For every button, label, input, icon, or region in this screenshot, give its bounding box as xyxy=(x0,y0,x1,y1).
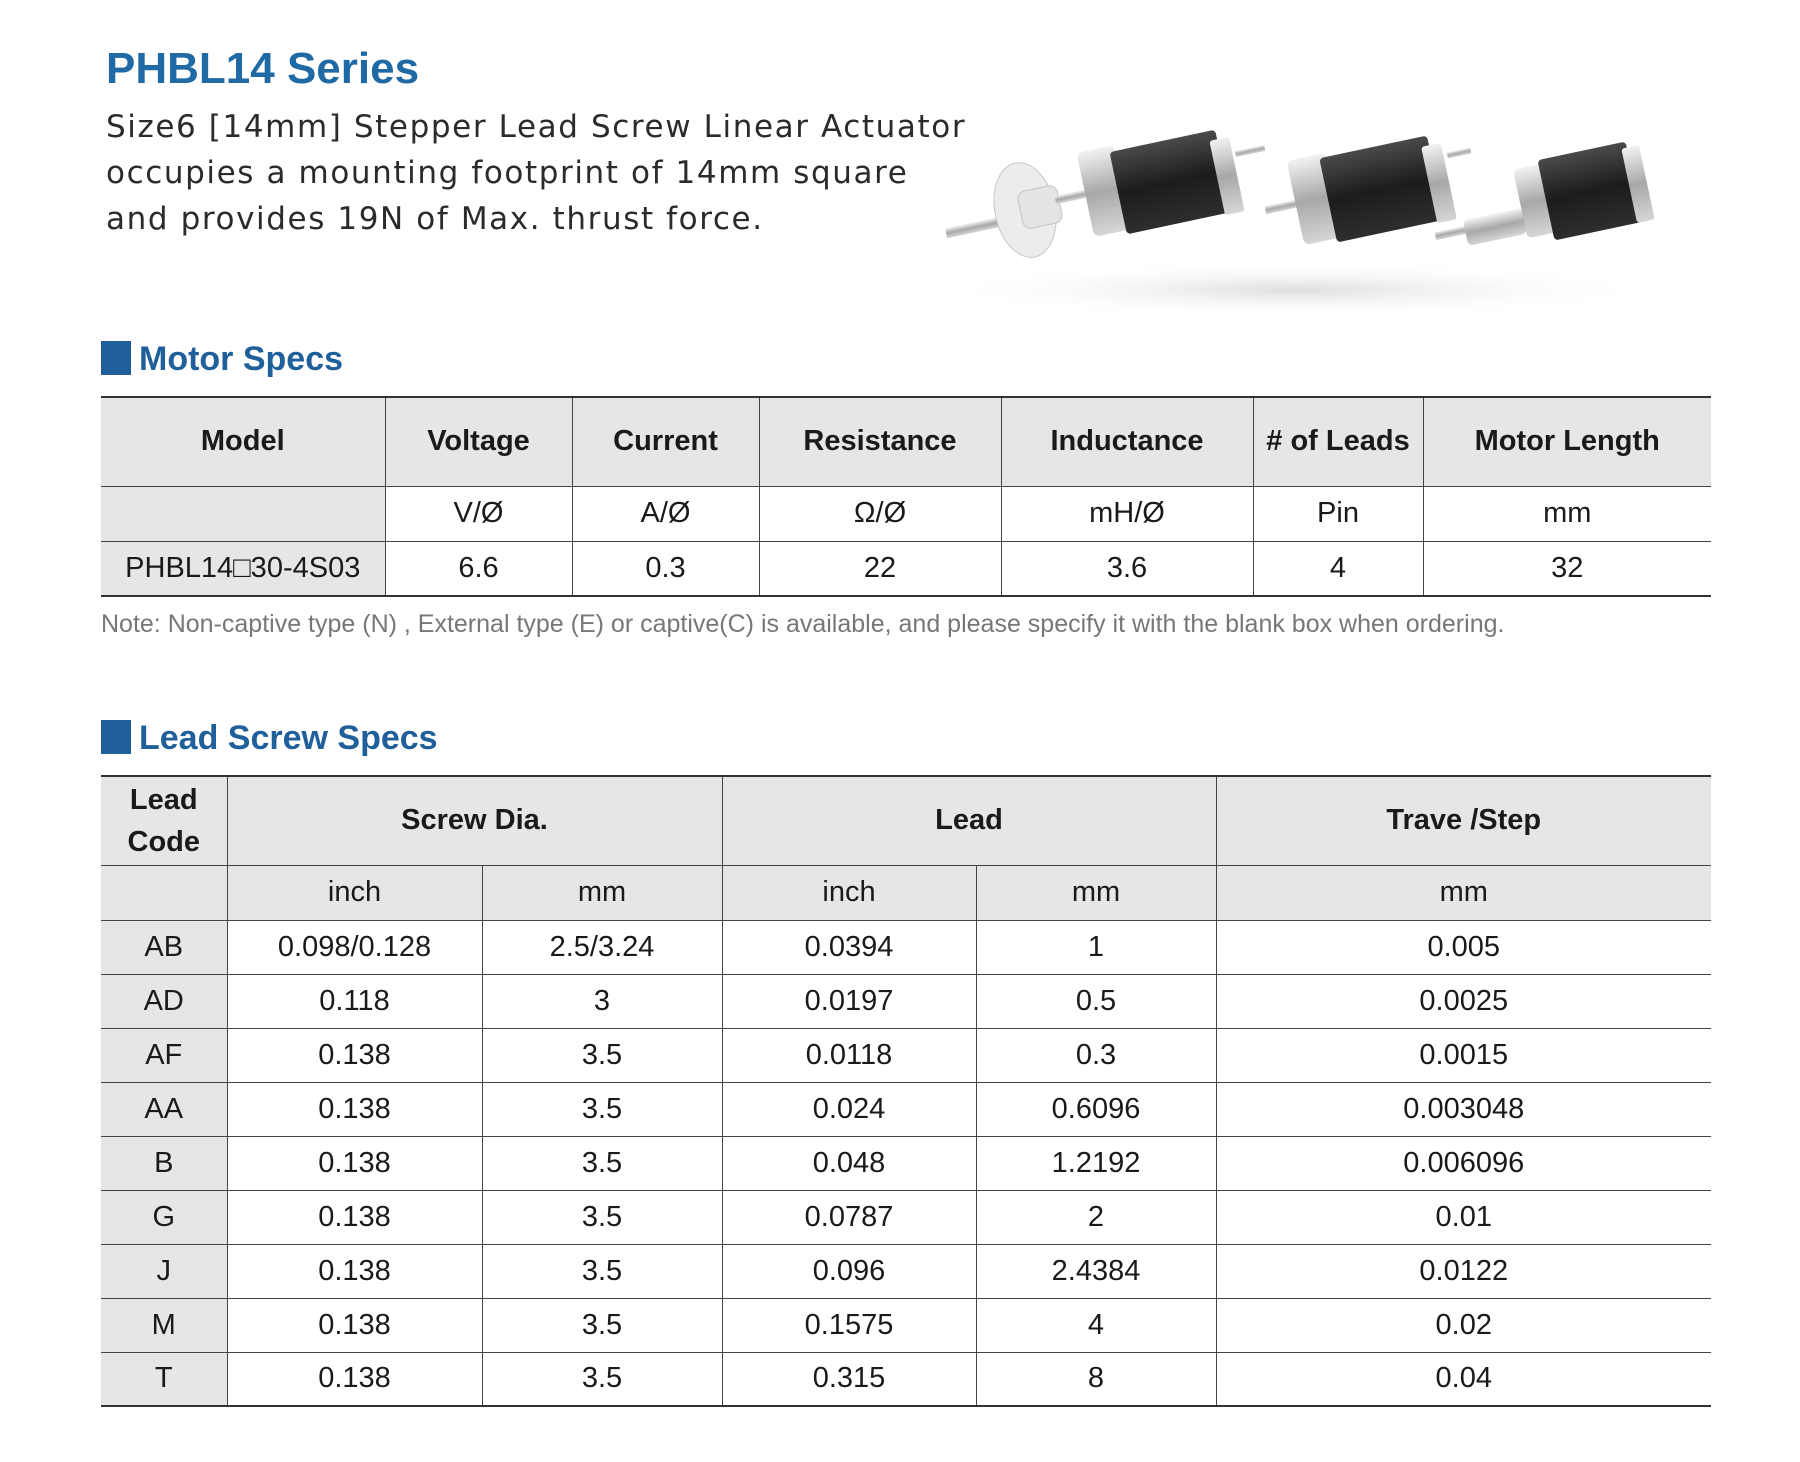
col-header-leads: # of Leads xyxy=(1253,397,1423,486)
section-marker-icon xyxy=(101,341,131,375)
table-cell: 6.6 xyxy=(385,541,572,596)
unit-cell: inch xyxy=(722,865,976,920)
lead-code-cell: AD xyxy=(101,974,227,1028)
motor-specs-heading xyxy=(101,340,343,379)
unit-cell: mm xyxy=(1423,486,1711,541)
actuator-captive-icon xyxy=(1265,136,1472,246)
table-cell: 2 xyxy=(976,1190,1216,1244)
col-header-screw-dia: Screw Dia. xyxy=(227,776,722,865)
table-cell: 0.5 xyxy=(976,974,1216,1028)
lead-code-cell: AB xyxy=(101,920,227,974)
table-cell: 0.0122 xyxy=(1216,1244,1711,1298)
table-cell: 0.138 xyxy=(227,1028,482,1082)
table-cell: 0.048 xyxy=(722,1136,976,1190)
table-cell: 3.5 xyxy=(482,1082,722,1136)
table-cell: 0.003048 xyxy=(1216,1082,1711,1136)
col-header-travel-step: Trave /Step xyxy=(1216,776,1711,865)
motor-specs-title: Motor Specs xyxy=(139,340,344,378)
unit-cell: mm xyxy=(976,865,1216,920)
table-cell: 4 xyxy=(1253,541,1423,596)
table-cell: 32 xyxy=(1423,541,1711,596)
table-cell: 2.4384 xyxy=(976,1244,1216,1298)
col-header-current: Current xyxy=(572,397,759,486)
unit-cell xyxy=(101,486,385,541)
col-header-inductance: Inductance xyxy=(1001,397,1253,486)
table-cell: 0.138 xyxy=(227,1352,482,1406)
table-cell: 0.02 xyxy=(1216,1298,1711,1352)
table-cell: 0.3 xyxy=(572,541,759,596)
unit-cell: mm xyxy=(482,865,722,920)
table-cell: 3 xyxy=(482,974,722,1028)
table-cell: 4 xyxy=(976,1298,1216,1352)
unit-cell: inch xyxy=(227,865,482,920)
intro-line: occupies a mounting footprint of 14mm square xyxy=(106,155,909,191)
lead-code-cell: G xyxy=(101,1190,227,1244)
ordering-note: Note: Non-captive type (N) , External type (E) or captive(C) is available, and please specify it with the blank box when ordering. xyxy=(101,610,1505,638)
section-marker-icon xyxy=(101,720,131,754)
motor-specs-table xyxy=(101,396,1711,597)
table-cell: 0.138 xyxy=(227,1298,482,1352)
unit-cell: A/Ø xyxy=(572,486,759,541)
col-header-resistance: Resistance xyxy=(759,397,1001,486)
unit-cell: mH/Ø xyxy=(1001,486,1253,541)
page-title: PHBL14 Series xyxy=(106,44,420,93)
linear-actuator-photo xyxy=(935,120,1655,320)
unit-cell: V/Ø xyxy=(385,486,572,541)
table-row xyxy=(101,920,1711,974)
table-cell: 0.0197 xyxy=(722,974,976,1028)
table-header-row xyxy=(101,397,1711,486)
table-cell: 0.6096 xyxy=(976,1082,1216,1136)
actuator-non-captive-icon xyxy=(1435,142,1655,246)
lead-code-cell: J xyxy=(101,1244,227,1298)
table-cell: 0.138 xyxy=(227,1190,482,1244)
intro-line: Size6 [14mm] Stepper Lead Screw Linear Actuator xyxy=(106,109,967,145)
col-header-lead-code xyxy=(101,776,227,865)
lead-code-cell: T xyxy=(101,1352,227,1406)
table-cell: 0.0787 xyxy=(722,1190,976,1244)
table-cell: 1 xyxy=(976,920,1216,974)
table-row xyxy=(101,1190,1711,1244)
table-cell: 0.315 xyxy=(722,1352,976,1406)
table-cell: 8 xyxy=(976,1352,1216,1406)
table-cell: 0.3 xyxy=(976,1028,1216,1082)
table-cell: 22 xyxy=(759,541,1001,596)
table-cell: 0.0394 xyxy=(722,920,976,974)
table-cell: 0.138 xyxy=(227,1244,482,1298)
table-cell: 3.5 xyxy=(482,1190,722,1244)
col-header-voltage: Voltage xyxy=(385,397,572,486)
unit-cell xyxy=(101,865,227,920)
table-row xyxy=(101,541,1711,596)
table-row xyxy=(101,1082,1711,1136)
table-cell: 0.005 xyxy=(1216,920,1711,974)
lead-code-cell: B xyxy=(101,1136,227,1190)
table-cell: 0.096 xyxy=(722,1244,976,1298)
table-cell: 0.006096 xyxy=(1216,1136,1711,1190)
table-cell: 0.118 xyxy=(227,974,482,1028)
table-cell: 0.1575 xyxy=(722,1298,976,1352)
intro-text xyxy=(106,104,1006,242)
intro-line: and provides 19N of Max. thrust force. xyxy=(106,201,764,237)
table-row xyxy=(101,1352,1711,1406)
table-cell: 2.5/3.24 xyxy=(482,920,722,974)
lead-screw-specs-heading xyxy=(101,719,438,758)
table-cell: 3.5 xyxy=(482,1352,722,1406)
lead-code-line: Code xyxy=(127,825,200,858)
table-cell: 1.2192 xyxy=(976,1136,1216,1190)
table-cell: 0.098/0.128 xyxy=(227,920,482,974)
table-header-row xyxy=(101,776,1711,865)
table-row xyxy=(101,974,1711,1028)
table-row xyxy=(101,1244,1711,1298)
table-cell: 3.5 xyxy=(482,1136,722,1190)
lead-code-cell: M xyxy=(101,1298,227,1352)
unit-cell: mm xyxy=(1216,865,1711,920)
lead-screw-specs-table xyxy=(101,775,1711,1407)
table-cell: 0.0118 xyxy=(722,1028,976,1082)
table-cell: 3.5 xyxy=(482,1028,722,1082)
lead-code-cell: AA xyxy=(101,1082,227,1136)
table-cell: 3.5 xyxy=(482,1244,722,1298)
unit-cell: Ω/Ø xyxy=(759,486,1001,541)
model-cell: PHBL14□30-4S03 xyxy=(101,541,385,596)
col-header-lead: Lead xyxy=(722,776,1216,865)
table-cell: 0.0015 xyxy=(1216,1028,1711,1082)
lead-screw-specs-title: Lead Screw Specs xyxy=(139,719,438,757)
actuator-external-icon xyxy=(945,130,1265,263)
unit-cell: Pin xyxy=(1253,486,1423,541)
col-header-motor-length: Motor Length xyxy=(1423,397,1711,486)
table-cell: 0.0025 xyxy=(1216,974,1711,1028)
table-cell: 0.138 xyxy=(227,1136,482,1190)
lead-code-cell: AF xyxy=(101,1028,227,1082)
table-cell: 0.04 xyxy=(1216,1352,1711,1406)
table-units-row xyxy=(101,865,1711,920)
table-units-row xyxy=(101,486,1711,541)
table-row xyxy=(101,1136,1711,1190)
table-cell: 3.6 xyxy=(1001,541,1253,596)
lead-code-line: Lead xyxy=(129,783,198,816)
table-row xyxy=(101,1298,1711,1352)
table-cell: 0.138 xyxy=(227,1082,482,1136)
table-cell: 0.024 xyxy=(722,1082,976,1136)
table-cell: 3.5 xyxy=(482,1298,722,1352)
table-cell: 0.01 xyxy=(1216,1190,1711,1244)
table-row xyxy=(101,1028,1711,1082)
col-header-model: Model xyxy=(101,397,385,486)
